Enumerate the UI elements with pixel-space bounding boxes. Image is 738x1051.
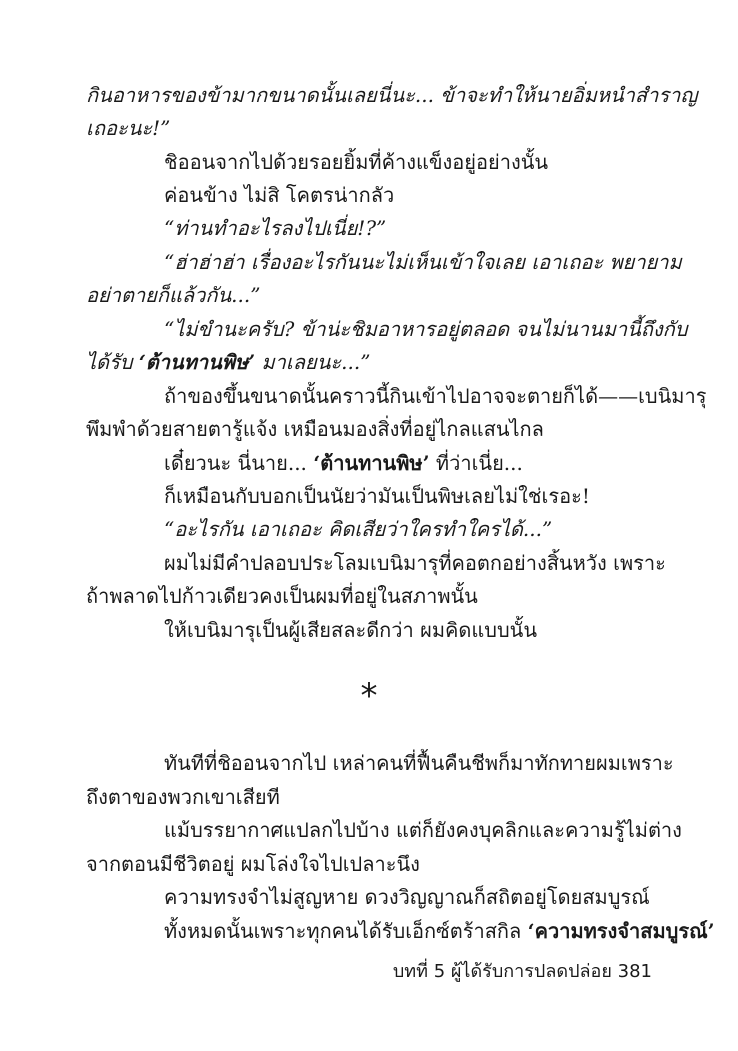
paragraph-line: กินอาหารของข้ามากขนาดนั้นเลยนี่นะ... ข้าจะทำให้นายอิ่มหนำสำราญ	[86, 83, 698, 107]
paragraph-line: ให้เบนิมารุเป็นผู้เสียสละดีกว่า ผมคิดแบบนั้น	[164, 618, 538, 642]
dialogue-line: “ฮ่าฮ่าฮ่า เรื่องอะไรกันนะไม่เห็นเข้าใจเลย เอาเถอะ พยายาม	[164, 250, 682, 274]
paragraph-line: เถอะนะ!”	[86, 116, 171, 140]
paragraph-line: ความทรงจำไม่สูญหาย ดวงวิญญาณก็สถิตอยู่โดยสมบูรณ์	[164, 885, 650, 909]
paragraph-line	[164, 916, 715, 946]
paragraph-line: ทันทีที่ชิออนจากไป เหล่าคนที่ฟื้นคืนชีพก็มาทักทายผมเพราะ	[164, 751, 674, 775]
paragraph-line: ค่อนข้าง ไม่สิ โคตรน่ากลัว	[164, 183, 395, 207]
paragraph-line: ถ้าพลาดไปก้าวเดียวคงเป็นผมที่อยู่ในสภาพนั้น	[86, 584, 478, 608]
dialogue-line: “อะไรกัน เอาเถอะ คิดเสียว่าใครทำใครได้...”	[164, 517, 553, 541]
paragraph-line: ถ้าของขึ้นขนาดนั้นคราวนี้กินเข้าไปอาจจะตายก็ได้——เบนิมารุ	[164, 384, 707, 408]
dialogue-line	[86, 347, 652, 377]
text-run: ได้รับ	[86, 350, 139, 374]
paragraph-line: จากตอนมีชีวิตอยู่ ผมโล่งใจไปเปลาะนึง	[86, 852, 420, 876]
page-footer	[300, 958, 652, 986]
paragraph-line: ผมไม่มีคำปลอบประโลมเบนิมารุที่คอตกอย่างสิ้นหวัง เพราะ	[164, 551, 666, 575]
dialogue-line: “ไม่ขำนะครับ? ข้าน่ะชิมอาหารอยู่ตลอด จนไม่นานมานี้ถึงกับ	[164, 317, 688, 341]
text-run: ทั้งหมดนั้นเพราะทุกคนได้รับเอ็กซ์ตร้าสกิล	[164, 919, 528, 943]
text-run: มาเลยนะ...”	[255, 350, 371, 374]
page-number: 381	[617, 961, 652, 982]
skill-name: ‘ต้านทานพิษ’	[138, 350, 256, 374]
dialogue-line: อย่าตายก็แล้วกัน...”	[86, 283, 261, 307]
paragraph-line: ก็เหมือนกับบอกเป็นนัยว่ามันเป็นพิษเลยไม่ใช่เรอะ!	[164, 484, 590, 508]
paragraph-line: ถึงตาของพวกเขาเสียที	[86, 785, 280, 809]
paragraph-line: พึมพำด้วยสายตารู้แจ้ง เหมือนมองสิ่งที่อยู่ไกลแสนไกล	[86, 417, 544, 441]
skill-name: ‘ความทรงจำสมบูรณ์’	[527, 919, 715, 943]
chapter-title: บทที่ 5 ผู้ได้รับการปลดปล่อย	[392, 961, 612, 982]
paragraph-line: แม้บรรยากาศแปลกไปบ้าง แต่ก็ยังคงบุคลิกและความรู้ไม่ต่าง	[164, 818, 682, 842]
dialogue-line: “ท่านทำอะไรลงไปเนี่ย!?”	[164, 216, 387, 240]
text-run: เดี๋ยวนะ นี่นาย...	[164, 451, 314, 475]
text-run: ที่ว่าเนี่ย...	[429, 451, 523, 475]
paragraph-line: ชิออนจากไปด้วยรอยยิ้มที่ค้างแข็งอยู่อย่างนั้น	[164, 150, 549, 174]
skill-name: ‘ต้านทานพิษ’	[313, 451, 430, 475]
section-separator: *	[360, 676, 378, 716]
paragraph-line	[164, 448, 652, 478]
